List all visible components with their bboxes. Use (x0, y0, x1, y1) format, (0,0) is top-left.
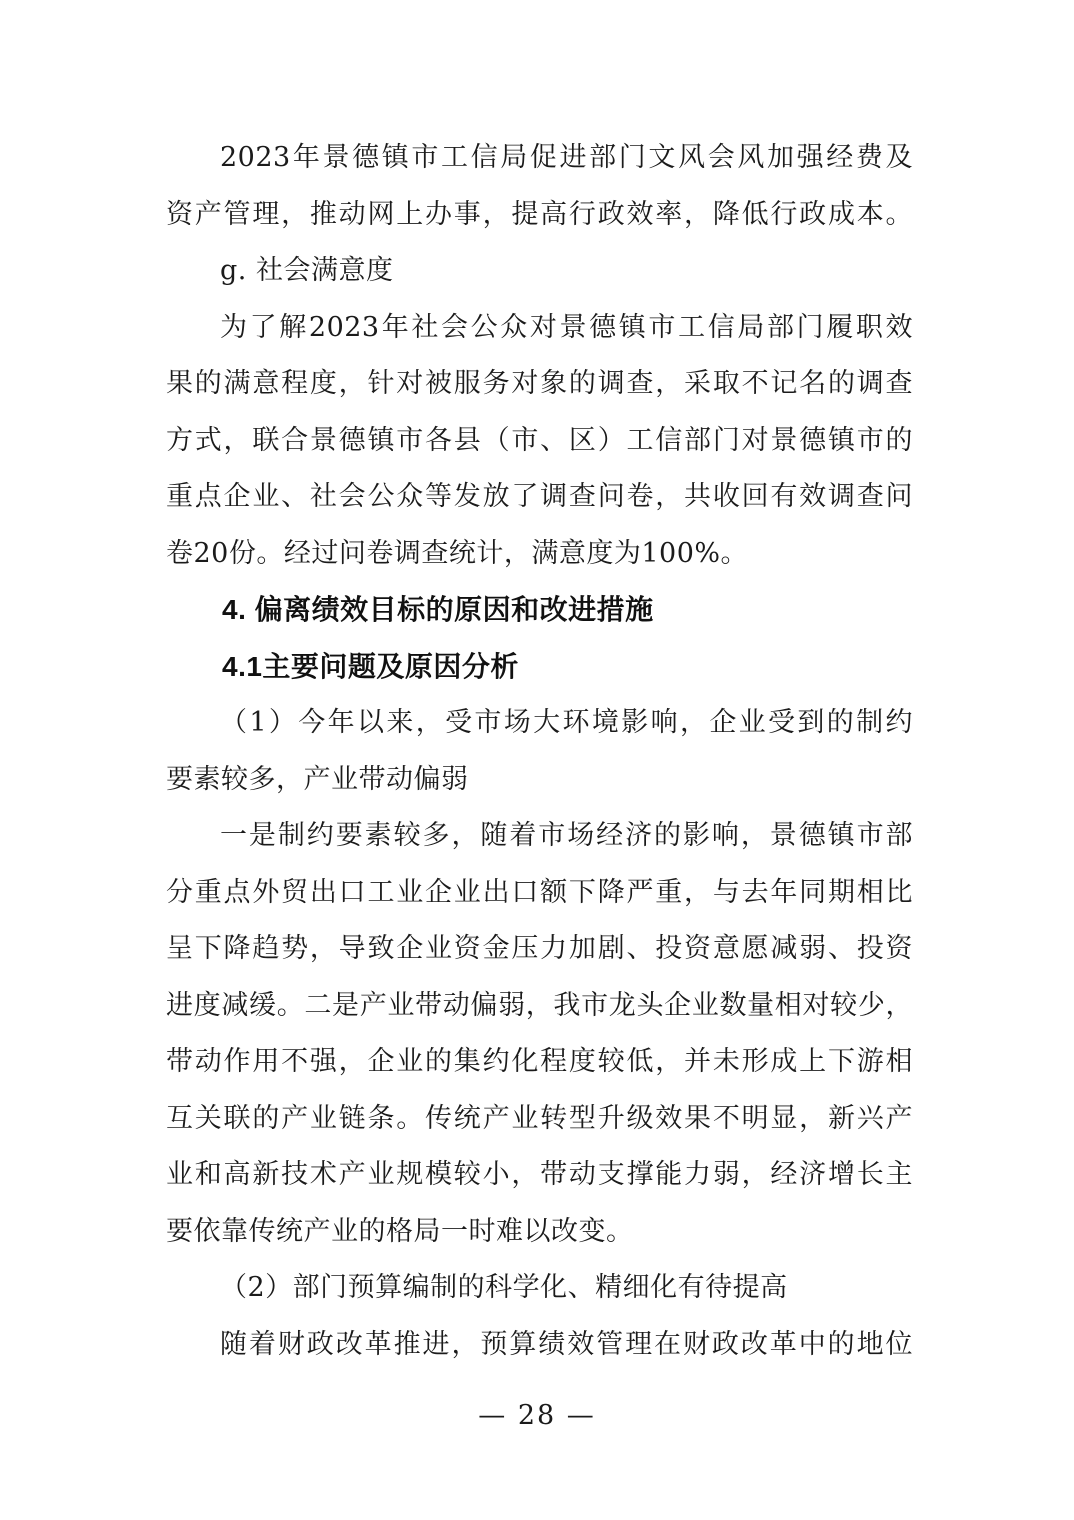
text-line: （2）部门预算编制的科学化、精细化有待提高 (220, 1272, 788, 1303)
section-heading: 4.1主要问题及原因分析 (222, 650, 519, 682)
text-line: 业和高新技术产业规模较小，带动支撑能力弱，经济增长主 (166, 1159, 913, 1190)
text-line: 要依靠传统产业的格局一时难以改变。 (166, 1215, 634, 1247)
text-line: 呈下降趋势，导致企业资金压力加剧、投资意愿减弱、投资 (166, 933, 913, 964)
text-line: 带动作用不强，企业的集约化程度较低，并未形成上下游相 (166, 1046, 913, 1077)
text-line: 进度减缓。二是产业带动偏弱，我市龙头企业数量相对较少， (166, 989, 913, 1021)
text-line: 互关联的产业链条。传统产业转型升级效果不明显，新兴产 (166, 1102, 913, 1134)
text-line: 重点企业、社会公众等发放了调查问卷，共收回有效调查问 (166, 481, 913, 512)
text-line: 果的满意程度，针对被服务对象的调查，采取不记名的调查 (166, 368, 913, 399)
document-content (166, 130, 913, 1373)
text-line: 方式，联合景德镇市各县（市、区）工信部门对景德镇市的 (166, 424, 913, 456)
text-line: 2023年景德镇市工信局促进部门文风会风加强经费及 (220, 142, 913, 173)
page-number: — 28 — (478, 1400, 596, 1431)
text-line: 随着财政改革推进，预算绩效管理在财政改革中的地位 (220, 1328, 913, 1360)
text-line: 一是制约要素较多，随着市场经济的影响，景德镇市部 (220, 820, 913, 851)
text-line: 资产管理，推动网上办事，提高行政效率，降低行政成本。 (166, 198, 913, 230)
text-line: 分重点外贸出口工业企业出口额下降严重，与去年同期相比 (166, 876, 913, 908)
text-line: g. 社会满意度 (220, 255, 394, 286)
section-heading: 4. 偏离绩效目标的原因和改进措施 (222, 594, 654, 625)
text-line: 为了解2023年社会公众对景德镇市工信局部门履职效 (220, 311, 913, 343)
text-line: （1）今年以来，受市场大环境影响，企业受到的制约 (220, 707, 913, 738)
text-line: 要素较多，产业带动偏弱 (166, 763, 469, 795)
text-line: 卷20份。经过问卷调查统计，满意度为100%。 (166, 537, 749, 569)
